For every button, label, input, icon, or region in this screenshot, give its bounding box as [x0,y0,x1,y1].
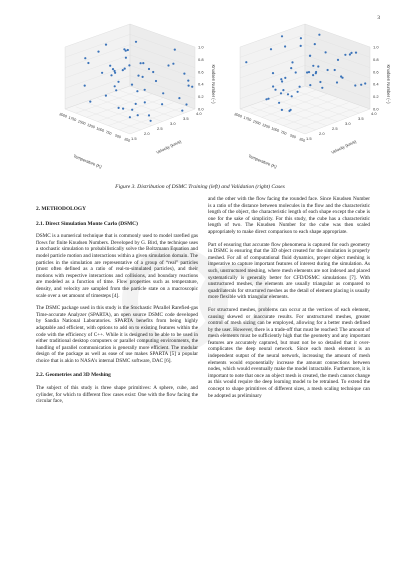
data-point [105,44,107,46]
data-point [291,61,293,63]
x-tick-label: 500 [289,133,297,140]
y-tick-label: 2.0 [144,131,150,136]
data-point [142,76,144,78]
data-point [174,49,176,51]
data-point [84,57,86,59]
x-tick-label: 500 [114,133,122,140]
x-tick-label: 1500 [252,119,262,126]
paragraph: The DSMC package used in this study is the Stochastic PArallel Rarefied-gas Time-accurate Analyzer (SPARTA), an open source DSMC code developed by Sandia National Laboratories. SPARTA benefits from being highly adaptable and efficient, with options to add on to existing features within the code with the efficiency of C++. While it is designed to be able to be used in either traditional desktop computers or parallel computing environments, the handling of parallel communication is generally more efficient. The modular design of the package as well as ease of use makes SPARTA [5] a popular choice that is akin to NASA’s internal DSMC software, DAC [6]. [36,305,198,364]
y-tick-label: 2.5 [157,126,163,131]
x-tick-label: 1250 [86,122,96,130]
data-point [354,84,356,86]
data-point [336,81,338,83]
y-tick-label: 3.0 [345,121,351,126]
data-point [321,87,323,89]
data-point [123,48,125,50]
data-point [152,71,154,73]
z-axis-label: Knudsen Number (−) [211,64,216,104]
data-point [317,65,319,67]
x-tick-label: 250 [123,137,131,143]
data-point [312,65,314,67]
data-point [265,98,267,100]
data-point [281,80,283,82]
data-point [295,71,297,73]
data-point [185,103,187,105]
z-tick-label: 0.8 [373,56,379,62]
x-tick-label: 1000 [95,126,105,133]
data-point [280,92,282,94]
data-point [350,52,352,54]
z-tick-label: 0.4 [198,81,204,87]
z-tick-label: 0.2 [198,94,204,100]
paragraph: For structured meshes, problems can occur at the vertices of each element, causing skewed or inaccurate results. For unstructured meshes, greater control of mesh sizing can be employed, allowing for a better mesh defined by the user. However, there is a trade-off that must be reached: The amount of mesh elements must be sufficiently high that the geometry and any important features are accurately captured, but must not be so detailed that it over-complicates the deep neural network. Since each mesh element is an independent output of the neural network, increasing the amount of mesh elements would exponentially increase the amount connections between nodes, which would eventually make the model intractable. Furthermore, it is important to note that once an object mesh is created, the mesh cannot change as this would require the deep learning model to be retrained. To extend the concept to shape primitives of different sizes, a mesh scaling technique can be adopted as preliminary [208,306,370,399]
data-point [309,84,311,86]
data-point [281,35,283,37]
data-point [115,89,117,91]
subsection-heading: 2.2. Geometries and 3D Meshing [36,372,111,379]
x-axis-label: Temperature (K) [247,153,278,170]
data-point [284,45,286,47]
data-point [148,114,150,116]
right-column [208,196,370,405]
data-point [87,62,89,64]
data-point [136,90,138,92]
page-number: 3 [377,15,380,21]
scatter3d-left [45,24,215,184]
data-point [135,41,137,43]
data-point [148,68,150,70]
data-point [297,91,299,93]
data-point [274,89,276,91]
y-axis-label: Velocity (km/s) [155,138,183,155]
data-point [312,74,314,76]
data-point [341,77,343,79]
data-point [122,69,124,71]
data-point [355,52,357,54]
data-point [178,97,180,99]
data-point [127,49,129,51]
data-point [272,85,274,87]
data-point [288,110,290,112]
data-point [117,81,119,83]
z-tick-label: 0.0 [373,106,379,112]
data-point [131,109,133,111]
data-point [135,103,137,105]
data-point [89,101,91,103]
paragraph: The subject of this study is three shape primitives: A sphere, cube, and cylinder, for which to different flow cases exist: One with the flow facing the circular face, [36,385,198,405]
data-point [114,72,116,74]
x-tick-label: 1250 [261,122,271,130]
left-column [36,196,198,411]
data-point [281,109,283,111]
data-point [183,73,185,75]
data-point [172,63,174,65]
data-point [360,84,362,86]
z-tick-label: 1.0 [198,44,204,50]
data-point [84,85,86,87]
z-tick-label: 0.6 [198,69,204,75]
z-tick-label: 0.0 [198,106,204,112]
data-point [125,57,127,59]
data-point [129,116,131,118]
data-point [181,110,183,112]
data-point [97,51,99,53]
y-tick-label: 3.5 [183,116,189,121]
z-tick-label: 0.8 [198,56,204,62]
paragraph: Part of ensuring that accurate flow phenomena is captured for each geometry in DSMC is ensuring that the 3D object created for the simulation is properly meshed. For all of computational fluid dynamics, proper object meshing is imperative to capture important features of interest during the simulation. As such, unstructured meshing, where mesh elements are not indexed and placed systematically is generally better for CFD/DSMC simulations [7]. With unstructured meshes, the elements are usually triangular as compared to quadrilaterals for structured meshes as the detail of element placing is usually more flexible with triangular elements. [208,241,370,301]
data-point [144,101,146,103]
data-point [109,65,111,67]
y-axis-label: Velocity (km/s) [330,138,358,155]
data-point [319,81,321,83]
y-tick-label: 2.0 [319,131,325,136]
figure-validation-scatter [220,24,390,184]
data-point [191,86,193,88]
data-point [161,103,163,105]
data-point [112,68,114,70]
x-tick-label: 1750 [242,115,252,123]
x-tick-label: 750 [280,130,288,136]
data-point [162,92,164,94]
data-point [334,69,336,71]
data-point [167,64,169,66]
data-point [101,72,103,74]
data-point [105,95,107,97]
data-point [300,37,302,39]
z-axis-label: Knudsen Number (−) [386,64,391,104]
y-tick-label: 1.5 [306,136,312,141]
data-point [278,102,280,104]
data-point [114,85,116,87]
data-point [364,82,366,84]
data-point [280,78,282,80]
data-point [137,75,139,77]
data-point [291,95,293,97]
data-point [315,71,317,73]
x-tick-label: 1000 [270,126,280,133]
x-axis-label: Temperature (K) [72,153,103,170]
x-tick-label: 2000 [233,112,243,119]
data-point [318,34,320,36]
data-point [284,77,286,79]
x-tick-label: 750 [105,130,113,136]
z-tick-label: 0.2 [373,94,379,100]
data-point [308,71,310,73]
x-tick-label: 2000 [58,112,68,119]
data-point [282,89,284,91]
y-tick-label: 1.5 [131,136,137,141]
z-tick-label: 1.0 [373,44,379,50]
data-point [327,69,329,71]
figure-training-scatter [45,24,215,184]
data-point [188,85,190,87]
scatter3d-right [220,24,390,184]
data-point [122,108,124,110]
data-point [142,62,144,64]
y-tick-label: 4.0 [371,111,377,116]
x-tick-label: 250 [298,137,306,143]
data-point [118,107,120,109]
data-point [287,93,289,95]
subsection-heading: 2.1. Direct Simulation Monte Carlo (DSMC) [36,220,138,227]
data-point [325,51,327,53]
z-tick-label: 0.4 [373,81,379,87]
data-point [150,120,152,122]
data-point [306,71,308,73]
data-point [349,53,351,55]
axes-panes [240,24,370,134]
data-point [110,74,112,76]
x-tick-label: 1500 [77,119,87,126]
data-point [344,54,346,56]
data-point [131,84,133,86]
data-point [124,68,126,70]
figure-caption: Figure 3. Distribution of DSMC Training (left) and Validation (right) Cases [115,184,285,190]
data-point [128,64,130,66]
paragraph: DSMC is a numerical technique that is commonly used to model rarefied gas flows for finite Knudsen Numbers. Developed by G. Bird, the technique uses a stochastic simulation to probabilistically solve the Boltzmann Equation and model particle motion and interactions within a given simulation domain. The particles in the simulation are representative of a group of “real” particles (most often defined as a ratio of real-to-simulated particles), and their motions with respective interactions and collisions, and boundary reactions are modeled as a function of time. Flow properties such as temperature, density, and velocity are sampled from the particle state on a macroscopic scale over a set amount of timesteps [4]. [36,233,198,299]
data-point [290,67,292,69]
data-point [245,61,247,63]
data-point [314,43,316,45]
z-tick-label: 0.6 [373,69,379,75]
data-point [267,98,269,100]
data-point [140,62,142,64]
data-point [300,45,302,47]
data-point [299,86,301,88]
data-point [155,80,157,82]
y-tick-label: 2.5 [332,126,338,131]
data-point [137,114,139,116]
section-heading: 2. METHODOLOGY [36,206,87,212]
data-point [270,48,272,50]
y-tick-label: 4.0 [196,111,202,116]
paragraph: and the other with the flow facing the rounded face. Since Knudsen Number is a ratio of the distance between molecules in the flow and the characteristic length of the object, the characteristic length of each shape except the cube is one for the sake of simplicity. For this study, the cube has a characteristic length of two. The Knudsen Number for the cube was then scaled appropriately to make direct comparison to each shape appropriate. [208,196,370,235]
data-point [187,80,189,82]
y-tick-label: 3.5 [358,116,364,121]
data-point [272,72,274,74]
x-tick-label: 1750 [67,115,77,123]
y-tick-label: 3.0 [170,121,176,126]
data-point [309,55,311,57]
data-point [337,59,339,61]
data-point [144,89,146,91]
